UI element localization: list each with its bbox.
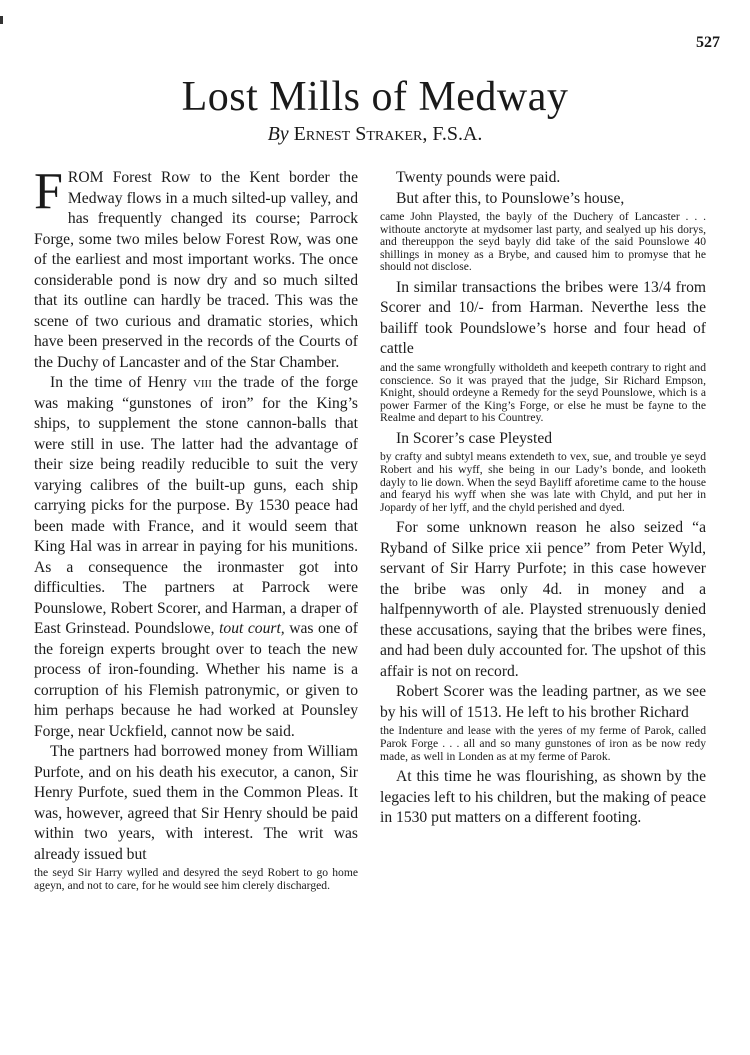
- italic-phrase: tout court,: [219, 620, 285, 637]
- paragraph: For some unknown reason he also seized “a Ryband of Silke price xii pence” from Peter Wyld, servant of Sir Harry Purfote; in this case however the bribe was only 4d. in money and a halfpennyworth of ale. Playsted strenuously denied these accusations, saying that the bribes were fines, and had been duly accounted for. The upshot of this affair is not on record.: [380, 519, 706, 680]
- drop-cap: F: [34, 163, 63, 220]
- paragraph-text: ROM Forest Row to the Kent border the Medway flows in a much silted-up valley, and has frequently changed its course; Parrock Forge, some two miles below Forest Row, was one of the earliest and most important works. The once considerable pond is now dry and so much silted that its outline can hardly be traced. This was the scene of two curious and dramatic stories, which have been preserved in the records of the Courts of the Duchy of Lancaster and of the Star Chamber.: [34, 169, 358, 371]
- paragraph: The partners had borrowed money from William Purfote, and on his death his executor, a canon, Sir Henry Purfote, sued them in the Common Pleas. It was, however, agreed that Sir Henry should be paid within two years, with interest. The writ was already issued but: [34, 743, 358, 863]
- block-quote: and the same wrongfully witholdeth and keepeth contrary to right and conscience. So it was prayed that the judge, Sir Richard Empson, Knight, should ordeyne a Remedy for the seyd Pounslowe, which is a power Farmer of the King’s Forge, or else he must be fayne to the Realme and depart to his Countrey.: [380, 360, 706, 425]
- paragraph: In similar transactions the bribes were 13/4 from Scorer and 10/- from Harman. Neverthe less the bailiff took Poundslowe’s horse and four head of cattle: [380, 278, 706, 358]
- byline-by: By: [267, 123, 289, 145]
- block-quote: by crafty and subtyl means extendeth to vex, sue, and trouble ye seyd Robert and his wyff, she being in our Lady’s bonde, and looketh dayly to lie down. When the seyd Bayliff aforetime came to the house and fearyd his wyff when she was late with Chyld, and put her in Jopardy of her lyff, and the chyld perished and dyed.: [380, 450, 706, 514]
- paragraph: But after this, to Pounslowe’s house,: [396, 189, 625, 207]
- left-column: [34, 163, 358, 896]
- margin-mark: [0, 16, 3, 24]
- byline-author: Ernest Straker, F.S.A.: [293, 123, 483, 145]
- paragraph-text: the trade of the forge was making “gunstones of iron” for the King’s ships, to supplement the stone cannon-balls that were still in use. The latter had the advantage of their size being readily reducible to suit the very varying calibres of the built-up guns, each ship carrying picks for the purpose. By 1530 peace had been made with France, and it would seem that King Hal was in arrear in paying for his munitions. As a consequence the ironmaster got into difficulties. The partners at Parrock were Pounslowe, Robert Scorer, and Harman, a draper of East Grinstead. Poundslowe,: [34, 374, 358, 637]
- block-quote: the Indenture and lease with the yeres of my ferme of Parok, called Parok Forge . . . all and so many gunstones of iron as be now redy made, as well in Londen as at my ferme of Parok.: [380, 724, 706, 763]
- paragraph: Robert Scorer was the leading partner, as we see by his will of 1513. He left to his brother Richard: [380, 683, 706, 721]
- paragraph-text: In the time of Henry: [50, 374, 193, 391]
- right-column: [380, 168, 706, 829]
- paragraph: [34, 373, 358, 742]
- paragraph: In Scorer’s case Pleysted: [396, 429, 553, 447]
- paragraph: [34, 163, 358, 373]
- article-title: Lost Mills of Medway: [181, 74, 569, 120]
- paragraph: At this time he was flourishing, as shown by the legacies left to his children, but the making of peace in 1530 put matters on a different footing.: [380, 768, 706, 827]
- paragraph: Twenty pounds were paid.: [396, 169, 561, 186]
- regnal-number: viii: [192, 374, 212, 391]
- page-number: 527: [696, 34, 720, 51]
- block-quote: the seyd Sir Harry wylled and desyred the seyd Robert to go home ageyn, and not to care, for he would see him clerely discharged.: [34, 866, 358, 892]
- byline: [0, 120, 750, 148]
- paragraph-text: was one of the foreign experts brought over to teach the new process of iron-founding. Whether his name is a corruption of his Flemish patronymic, or given to him perhaps because he had worked at Pounsley Forge, near Uckfield, cannot now be said.: [34, 620, 358, 740]
- block-quote: came John Playsted, the bayly of the Duchery of Lancaster . . . withoute anctoryte at mydsomer last party, and sealyed up his dorys, and thereuppon the seyd bayly did take of the said Pounslowe 40 shillings in money as a Brybe, and caused him to promyse that he should not disclose.: [380, 210, 706, 274]
